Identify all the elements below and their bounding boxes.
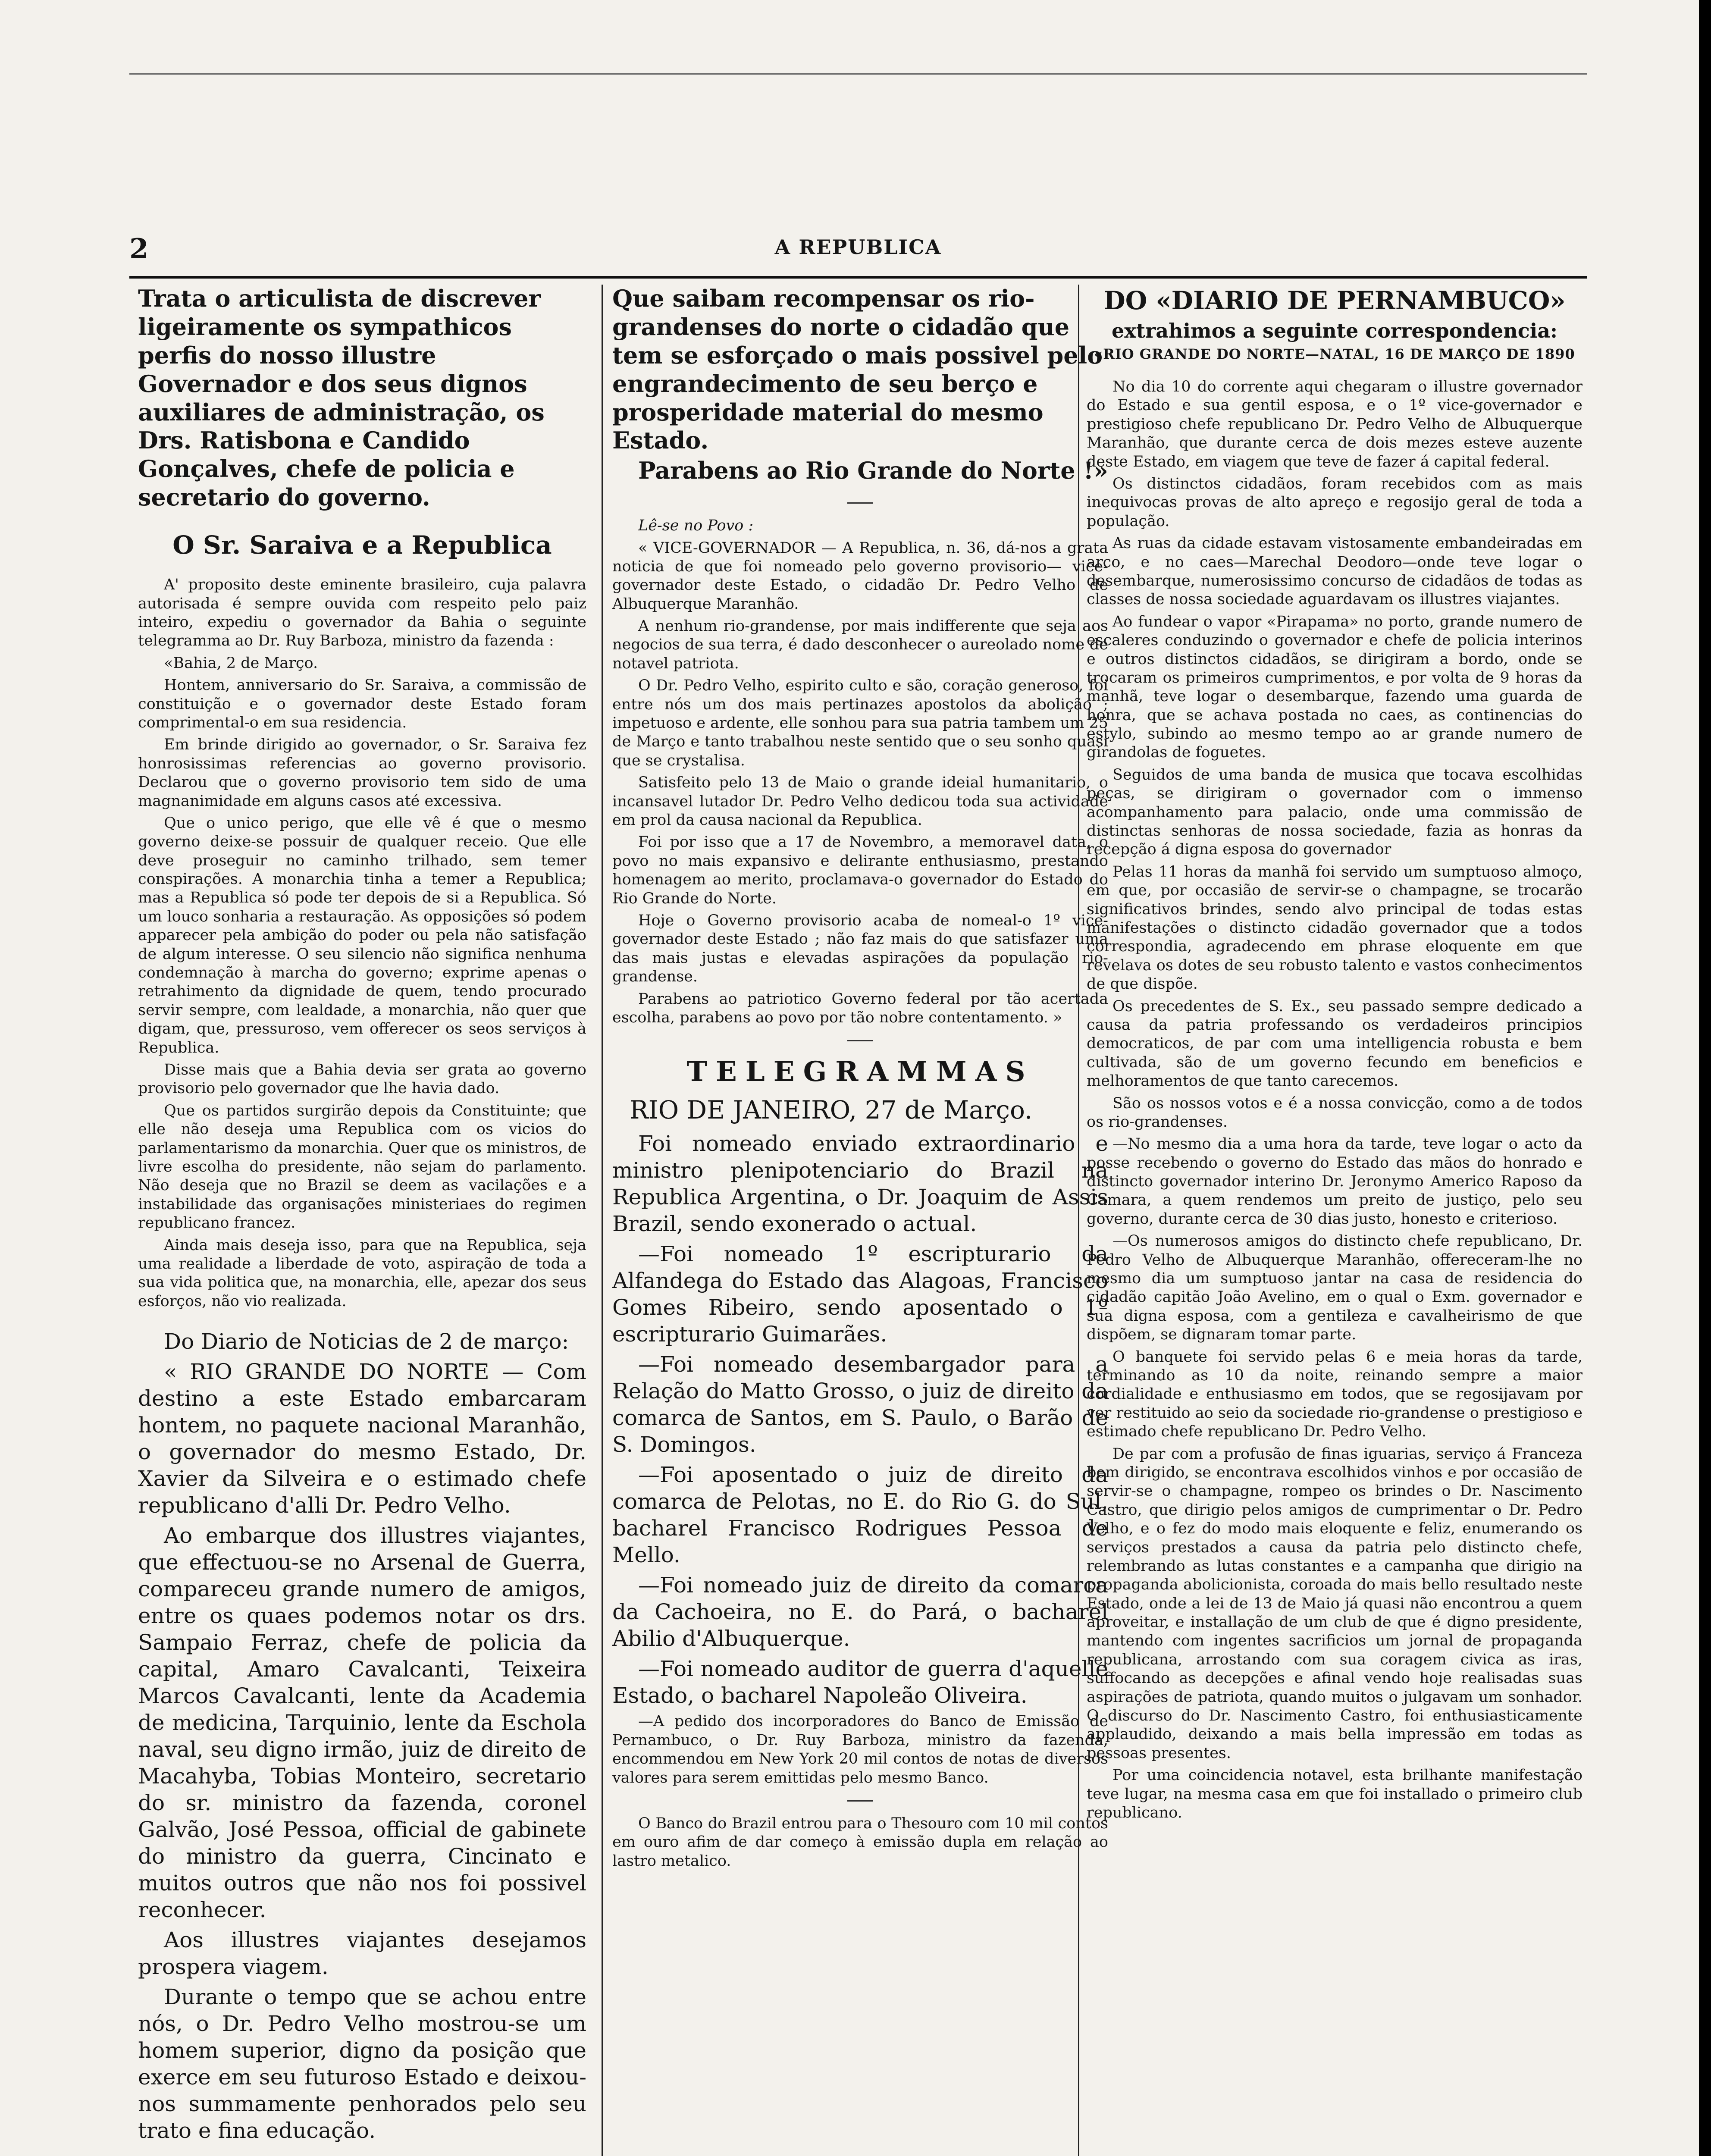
telegram: —Foi nomeado auditor de guerra d'aquelle Estado, o bacharel Napoleão Oliveira. xyxy=(612,1656,1108,1708)
paragraph: Aos illustres viajantes desejamos prospera viagem. xyxy=(138,1927,586,1980)
col3-dateline: «RIO GRANDE DO NORTE—NATAL, 16 DE MARÇO DE 1890 xyxy=(1094,346,1575,363)
telegram: —Foi aposentado o juiz de direito da comarca de Pelotas, no E. do Rio G. do Sul, bacharel Francisco Rodrigues Pessoa de Mello. xyxy=(612,1462,1108,1568)
header-rule xyxy=(129,276,1587,279)
paragraph: Que os partidos surgirão depois da Constituinte; que elle não deseja uma Republica com os vicios do parlamentarismo da monarchia. Quer que os ministros, de livre escolha do presidente, não sejam do parlamento. Não deseja que no Brazil se deem as vacilações e a instabilidade das organisações ministeriaes do regimen republicano francez. xyxy=(138,1102,586,1232)
separator xyxy=(847,1040,873,1041)
paragraph: O Dr. Pedro Velho, espirito culto e são, coração generoso, foi entre nós um dos mais pertinazes apostolos da abolição ; impetuoso e ardente, elle sonhou para sua patria tambem um 25 de Março e tanto trabalhou neste sentido que o seu sonho quasi que se crystalisa. xyxy=(612,677,1108,769)
top-edge-line xyxy=(129,73,1587,75)
paragraph: Ao fundear o vapor «Pirapama» no porto, grande numero de escaleres conduzindo o governador e chefe de policia interinos e outros distinctos cidadãos, se dirigiram a bordo, onde se trocaram os primeiros cumprimentos, e por volta de 9 horas da manhã, teve logar o desembarque, fazendo uma guarda de honra, que se achava postada no caes, as continencias do estylo, subindo ao mesmo tempo ao ar grande numero de girandolas de foguetes. xyxy=(1087,613,1583,761)
col1-lead: Trata o articulista de discrever ligeiramente os sympathicos perfis do nosso illustre Governador e dos seus dignos auxiliares de administração, os Drs. Ratisbona e Candido Gonçalves, chefe de policia e secretario do governo. xyxy=(138,285,545,511)
page-header xyxy=(129,233,1587,263)
col2-lead: Que saibam recompensar os rio-grandenses do norte o cidadão que tem se esforçado o mais possivel pelo engrandecimento de seu berço e prosperidade material do mesmo Estado. xyxy=(612,285,1103,454)
telegram-note: O Banco do Brazil entrou para o Thesouro com 10 mil contos em ouro afim de dar começo à emissão dupla em relação ao lastro metalico. xyxy=(612,1814,1108,1870)
paragraph: Parabens ao patriotico Governo federal por tão acertada escolha, parabens ao povo por tão nobre contentamento. » xyxy=(612,990,1108,1026)
paragraph: Ao embarque dos illustres viajantes, que effectuou-se no Arsenal de Guerra, compareceu grande numero de amigos, entre os quaes podemos notar os drs. Sampaio Ferraz, chefe de policia da capital, Amaro Cavalcanti, Teixeira Marcos Cavalcanti, lente da Academia de medicina, Tarquinio, lente da Eschola naval, seu digno irmão, juiz de direito de Macahyba, Tobias Monteiro, secretario do sr. ministro da fazenda, coronel Galvão, José Pessoa, official de gabinete do ministro da guerra, Cincinato e muitos outros que não nos foi possivel reconhecer. xyxy=(138,1523,586,1923)
paragraph: Durante o tempo que se achou entre nós, o Dr. Pedro Velho mostrou-se um homem superior, digno da posição que exerce em seu futuroso Estado e deixou-nos summamente penhorados pelo seu trato e fina educação. xyxy=(138,1984,586,2143)
paragraph: Foi por isso que a 17 de Novembro, a memoravel data, o povo no mais expansivo e delirante enthusiasmo, prestando homenagem ao merito, proclamava-o governador do Estado do Rio Grande do Norte. xyxy=(612,834,1108,907)
paragraph: O banquete foi servido pelas 6 e meia horas da tarde, terminando as 10 da noite, reinando sempre a maior cordialidade e enthusiasmo em todos, que se regosijavam por ver restituido ao seio da sociedade rio-grandense o prestigioso e estimado chefe republicano Dr. Pedro Velho. xyxy=(1087,1348,1583,1441)
paragraph: Pelas 11 horas da manhã foi servido um sumptuoso almoço, em que, por occasião de servir-se o champagne, se trocarão significativos brindes, sendo alvo principal de todas estas manifestações o distincto cidadão governador que a todos correspondia, agradecendo em phrase eloquente em que revelava os dotes de seu robusto talento e vastos conhecimentos de que dispõe. xyxy=(1087,863,1583,993)
telegrams-list xyxy=(612,1130,1108,1709)
paragraph: Ainda mais deseja isso, para que na Republica, seja uma realidade a liberdade de voto, aspiração de toda a sua vida politica que, na monarchia, elle, apezar dos seus esforços, não vio realizada. xyxy=(138,1236,586,1310)
paragraph: Seguidos de uma banda de musica que tocava escolhidas peças, se dirigiram o governador com o immenso acompanhamento para palacio, onde uma commissão de distinctas senhoras de nossa sociedade, fazia as honras da recepção á digna esposa do governador xyxy=(1087,766,1583,859)
telegram: —Foi nomeado desembargador para a Relação do Matto Grosso, o juiz de direito da comarca de Santos, em S. Paulo, o Barão de S. Domingos. xyxy=(612,1352,1108,1457)
paragraph: Os precedentes de S. Ex., seu passado sempre dedicado a causa da patria professando os verdadeiros principios democraticos, de par com uma intelligencia robusta e bem cultivada, são de um governo fecundo em beneficios e melhoramentos de que tanto carecemos. xyxy=(1087,997,1583,1090)
telegrams-place: RIO DE JANEIRO, 27 de Março. xyxy=(630,1095,1033,1125)
paragraph: « VICE-GOVERNADOR — A Republica, n. 36, dá-nos a grata noticia de que foi nomeado pelo governo provisorio— vice-governador deste Estado, o cidadão Dr. Pedro Velho de Albuquerque Maranhão. xyxy=(612,539,1108,613)
telegram-note: —A pedido dos incorporadores do Banco de Emissão de Pernambuco, o Dr. Ruy Barboza, ministro da fazenda, encommendou em New York 20 mil contos de notas de diversos valores para serem emittidas pelo mesmo Banco. xyxy=(612,1713,1108,1786)
paragraph: Os distinctos cidadãos, foram recebidos com as mais inequivocas provas de alto apreço e regosijo geral de toda a população. xyxy=(1087,475,1583,530)
col1-diario xyxy=(138,1328,586,2144)
separator xyxy=(847,502,873,504)
paragraph: Hoje o Governo provisorio acaba de nomeal-o 1º vice-governador deste Estado ; não faz mais do que satisfazer uma das mais justas e elevadas aspirações da população rio-grandense. xyxy=(612,912,1108,986)
telegram: —Foi nomeado juiz de direito da comarca da Cachoeira, no E. do Pará, o bacharel Abilio d'Albuquerque. xyxy=(612,1573,1108,1651)
paragraph: No dia 10 do corrente aqui chegaram o illustre governador do Estado e sua gentil esposa, e o 1º vice-governador e prestigioso chefe republicano Dr. Pedro Velho de Albuquerque Maranhão, que durante cerca de dois mezes esteve auzente deste Estado, em viagem que teve de fazer á capital federal. xyxy=(1087,378,1583,470)
col3-subheading: extrahimos a seguinte correspondencia: xyxy=(1112,319,1557,343)
paragraph: Por uma coincidencia notavel, esta brilhante manifestação teve lugar, na mesma casa em que foi installado o primeiro club republicano. xyxy=(1087,1767,1583,1821)
telegrams-notes xyxy=(612,1712,1108,1871)
paragraph: As ruas da cidade estavam vistosamente embandeiradas em arco, e no caes—Marechal Deodoro—onde teve logar o desembarque, numerosissimo concurso de cidadãos de todas as classes de nossa sociedade aguardavam os illustres viajantes. xyxy=(1087,535,1583,608)
paragraph: Satisfeito pelo 13 de Maio o grande ideial humanitario, o incansavel lutador Dr. Pedro Velho dedicou toda sua actividade em prol da causa nacional da Republica. xyxy=(612,774,1108,829)
diario-intro: Do Diario de Noticias de 2 de março: xyxy=(164,1329,569,1354)
separator xyxy=(847,1800,873,1802)
page-number: 2 xyxy=(129,233,149,265)
column-left xyxy=(138,285,586,2156)
masthead-title: A REPUBLICA xyxy=(774,235,942,259)
paragraph: « RIO GRANDE DO NORTE — Com destino a este Estado embarcaram hontem, no paquete nacional Maranhão, o governador do mesmo Estado, Dr. Xavier da Silveira e o estimado chefe republicano d'alli Dr. Pedro Velho. xyxy=(138,1359,586,1518)
column-right xyxy=(1087,285,1583,2156)
paragraph: —Os numerosos amigos do distincto chefe republicano, Dr. Pedro Velho de Albuquerque Maranhão, offereceram-lhe no mesmo dia um sumptuoso jantar na casa de residencia do cidadão capitão João Avelino, em o qual o Exm. governador e sua digna esposa, com a gentileza e cavalheirismo de que dispõem, se dignaram tomar parte. xyxy=(1087,1232,1583,1344)
column-divider xyxy=(602,285,603,2156)
column-middle xyxy=(612,285,1108,2156)
paragraph: De par com a profusão de finas iguarias, serviço á Franceza bem dirigido, se encontrava escolhidos vinhos e por occasião de servir-se o champagne, rompeo os brindes o Dr. Nascimento Castro, que dirigio pelos amigos de cumprimentar o Dr. Pedro Velho, e o fez do modo mais eloquente e feliz, enumerando os serviços prestados a causa da patria pelo distincto chefe, relembrando as lutas constantes e a campanha que dirigio na propaganda abolicionista, coroada do mais bello resultado neste Estado, onde a lei de 13 de Maio já quasi não encontrou a quem aproveitar, e installação de um club de que é digno presidente, mantendo com ingentes sacrificios um jornal de propaganda republicana, arrostando com sua coragem civica as iras, suffocando as decepções e afinal vendo hoje realisadas suas aspirações de patriota, quando muitos o julgavam um sonhador. O discurso do Dr. Nascimento Castro, foi enthusiasticamente applaudido, deixando a mais bella impressão em todas as pessoas presentes. xyxy=(1087,1445,1583,1762)
col3-article xyxy=(1087,378,1583,1822)
paragraph: —No mesmo dia a uma hora da tarde, teve logar o acto da posse recebendo o governo do Estado das mãos do honrado e distincto governador interino Dr. Jeronymo Americo Raposo da Camara, a quem rendemos um preito de justiço, pelo seu governo, durante cerca de 30 dias justo, honesto e criterioso. xyxy=(1087,1135,1583,1228)
paragraph: Hontem, anniversario do Sr. Saraiva, a commissão de constituição e o governador deste Estado foram comprimental-o em sua residencia. xyxy=(138,677,586,731)
paragraph: A nenhum rio-grandense, por mais indifferente que seja aos negocios de sua terra, é dado desconhecer o aureolado nome de notavel patriota. xyxy=(612,617,1108,672)
telegram: Foi nomeado enviado extraordinario e ministro plenipotenciario do Brazil na Republica Argentina, o Dr. Joaquim de Assis Brazil, sendo exonerado o actual. xyxy=(612,1131,1108,1237)
povo-intro: Lê-se no Povo : xyxy=(638,517,754,535)
col2-congrats: Parabens ao Rio Grande do Norte !» xyxy=(638,457,1108,485)
paragraph: A' proposito deste eminente brasileiro, cuja palavra autorisada é sempre ouvida com respeito pelo paiz inteiro, expediu o governador da Bahia o seguinte telegramma ao Dr. Ruy Barboza, ministro da fazenda : xyxy=(138,576,586,650)
telegrams-title: TELEGRAMMAS xyxy=(686,1056,1034,1088)
paragraph: São os nossos votos e é a nossa convicção, como a de todos os rio-grandenses. xyxy=(1087,1094,1583,1131)
section-title: O Sr. Saraiva e a Republica xyxy=(172,530,552,560)
paragraph: «Bahia, 2 de Março. xyxy=(164,654,318,672)
col3-heading: DO «DIARIO DE PERNAMBUCO» xyxy=(1103,286,1566,315)
scan-border xyxy=(1699,0,1711,2156)
col2-povo xyxy=(612,517,1108,1027)
paragraph: Em brinde dirigido ao governador, o Sr. Saraiva fez honrosissimas referencias ao governo provisorio. Declarou que o governo provisorio tem sido de uma magnanimidade em alguns casos até excessiva. xyxy=(138,736,586,810)
paragraph: Disse mais que a Bahia devia ser grata ao governo provisorio pelo governador que lhe havia dado. xyxy=(138,1061,586,1097)
paragraph: Que o unico perigo, que elle vê é que o mesmo governo deixe-se possuir de qualquer receio. Que elle deve proseguir no caminho trilhado, sem temer conspirações. A monarchia tinha a temer a Republica; mas a Republica só pode ter depois de si a Republica. Só um louco sonharia a restauração. As opposições só podem apparecer pela ambição do poder ou pela não satisfação de algum interesse. O seu silencio não significa nenhuma condemnação à marcha do governo; exprime apenas o retrahimento da dignidade de quem, tendo procurado servir sempre, com lealdade, a monarchia, não quer que digam, que, pressuroso, vem offerecer os seos serviços à Republica. xyxy=(138,814,586,1056)
telegram: —Foi nomeado 1º escripturario da Alfandega do Estado das Alagoas, Francisco Gomes Ribeiro, sendo aposentado o 1º escripturario Guimarães. xyxy=(612,1241,1108,1347)
col1-article xyxy=(138,576,586,1311)
